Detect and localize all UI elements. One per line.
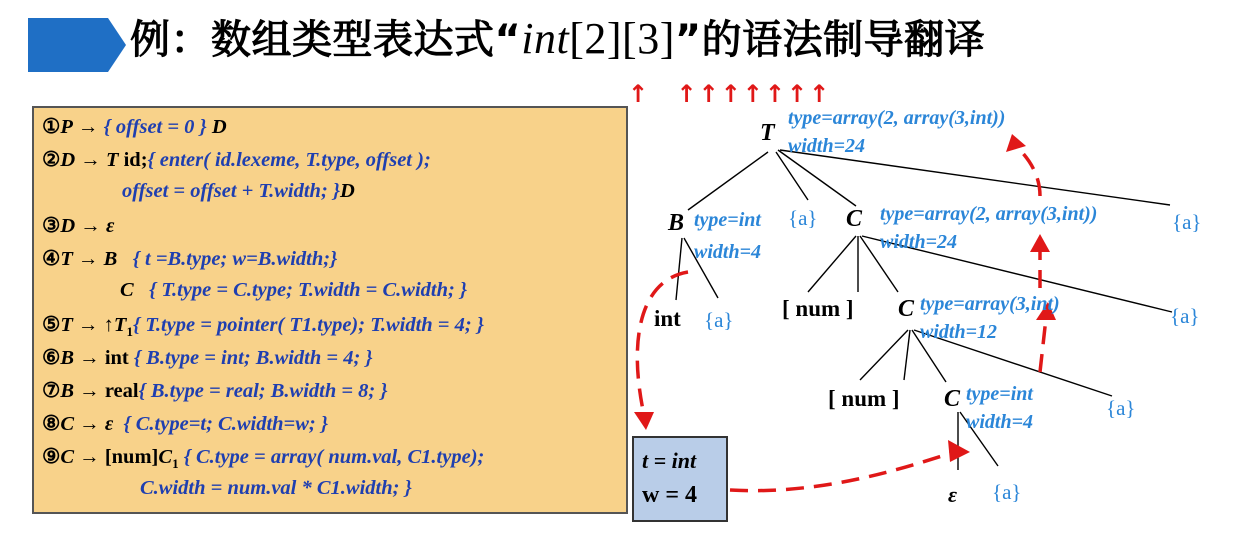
node-C2-action: {a} bbox=[1170, 304, 1200, 328]
node-C2: C bbox=[898, 296, 915, 322]
node-int-action: {a} bbox=[704, 308, 734, 332]
page-title bbox=[130, 8, 985, 65]
up-arrow-icon: ↑ bbox=[764, 80, 788, 108]
up-arrow-icon: ↑ bbox=[787, 80, 810, 108]
rule-9-cont: C.width = num.val * C1.width; } bbox=[140, 477, 412, 499]
node-C3-type: type=int bbox=[966, 383, 1033, 405]
up-arrow-icon: ↑ bbox=[720, 80, 743, 108]
node-C1: C bbox=[846, 206, 863, 232]
rule-8: ⑧C → ε { C.type=t; C.width=w; } bbox=[42, 413, 328, 435]
t-value: t = int bbox=[642, 448, 697, 473]
node-C3: C bbox=[944, 386, 961, 412]
title-code-rest: [2][3] bbox=[569, 14, 675, 63]
up-arrow-icon: ↑ bbox=[809, 80, 832, 108]
rule-5: ⑤T → $↑T_1${ T.type = pointer( T1.type); T.width = 4; } bbox=[42, 314, 484, 340]
rule-2-cont: offset = offset + T.width; }D bbox=[122, 180, 355, 202]
rule-1: ①P → { offset = 0 } D bbox=[42, 116, 227, 138]
flow-c1-to-t bbox=[1018, 148, 1040, 196]
node-T-type: type=array(2, array(3,int)) bbox=[788, 107, 1006, 129]
rule-3: ③D → ε bbox=[42, 215, 115, 237]
node-num-2: [ num ] bbox=[828, 386, 900, 411]
rule-4-cont: C { T.type = C.type; T.width = C.width; } bbox=[120, 279, 468, 301]
arrowhead-icon bbox=[1006, 134, 1026, 152]
up-arrow-icon: ↑ bbox=[698, 80, 721, 108]
node-C1-width: width=24 bbox=[880, 231, 957, 253]
node-C3-action: {a} bbox=[1106, 396, 1136, 420]
node-B-type: type=int bbox=[694, 209, 761, 231]
banner-arrow-icon bbox=[28, 18, 126, 72]
node-C2-width: width=12 bbox=[920, 321, 997, 343]
up-arrow-icon: ↑ bbox=[628, 80, 651, 108]
rule-4: ④T → B { t =B.type; w=B.width;} bbox=[42, 248, 338, 270]
node-C1-type: type=array(2, array(3,int)) bbox=[880, 203, 1098, 225]
up-arrow-icon: ↑ bbox=[742, 80, 765, 108]
grammar-panel bbox=[32, 106, 628, 514]
node-T-width: width=24 bbox=[788, 135, 865, 157]
title-code bbox=[521, 14, 675, 63]
up-arrow-icon: ↑ bbox=[676, 80, 699, 108]
arrowhead-icon bbox=[634, 412, 654, 430]
node-num-1: [ num ] bbox=[782, 296, 854, 321]
up-arrows bbox=[628, 80, 831, 108]
node-T: T bbox=[760, 120, 775, 146]
title-code-int: int bbox=[521, 14, 570, 63]
node-C1-action: {a} bbox=[1172, 210, 1202, 234]
title-suffix: ”的语法制导翻译 bbox=[674, 17, 986, 63]
rule-7: ⑦B → real{ B.type = real; B.width = 8; } bbox=[42, 380, 388, 402]
flow-c3-to-c2 bbox=[1040, 318, 1046, 372]
node-epsilon: ε bbox=[948, 482, 958, 507]
title-prefix: 例：数组类型表达式“ bbox=[130, 17, 522, 63]
arrowhead-icon bbox=[1030, 234, 1050, 252]
w-value: w = 4 bbox=[642, 482, 698, 508]
arrowhead-icon bbox=[948, 440, 970, 462]
flow-box-to-c3 bbox=[730, 450, 960, 491]
node-C3-width: width=4 bbox=[966, 411, 1033, 433]
node-epsilon-action: {a} bbox=[992, 480, 1022, 504]
flow-b-to-box bbox=[637, 272, 688, 415]
inherited-values-box bbox=[632, 436, 728, 522]
rule-9: ⑨C → $[num]C_1$ { C.type = array( num.val, C1.type); bbox=[42, 446, 485, 472]
node-B-action: {a} bbox=[788, 206, 818, 230]
node-B: B bbox=[668, 210, 685, 236]
rule-6: ⑥B → int { B.type = int; B.width = 4; } bbox=[42, 347, 373, 369]
node-int: int bbox=[654, 306, 681, 331]
node-C2-type: type=array(3,int) bbox=[920, 293, 1060, 315]
rule-2: ②D → T id;{ enter( id.lexeme, T.type, offset ); bbox=[42, 149, 431, 171]
node-B-width: width=4 bbox=[694, 241, 761, 263]
